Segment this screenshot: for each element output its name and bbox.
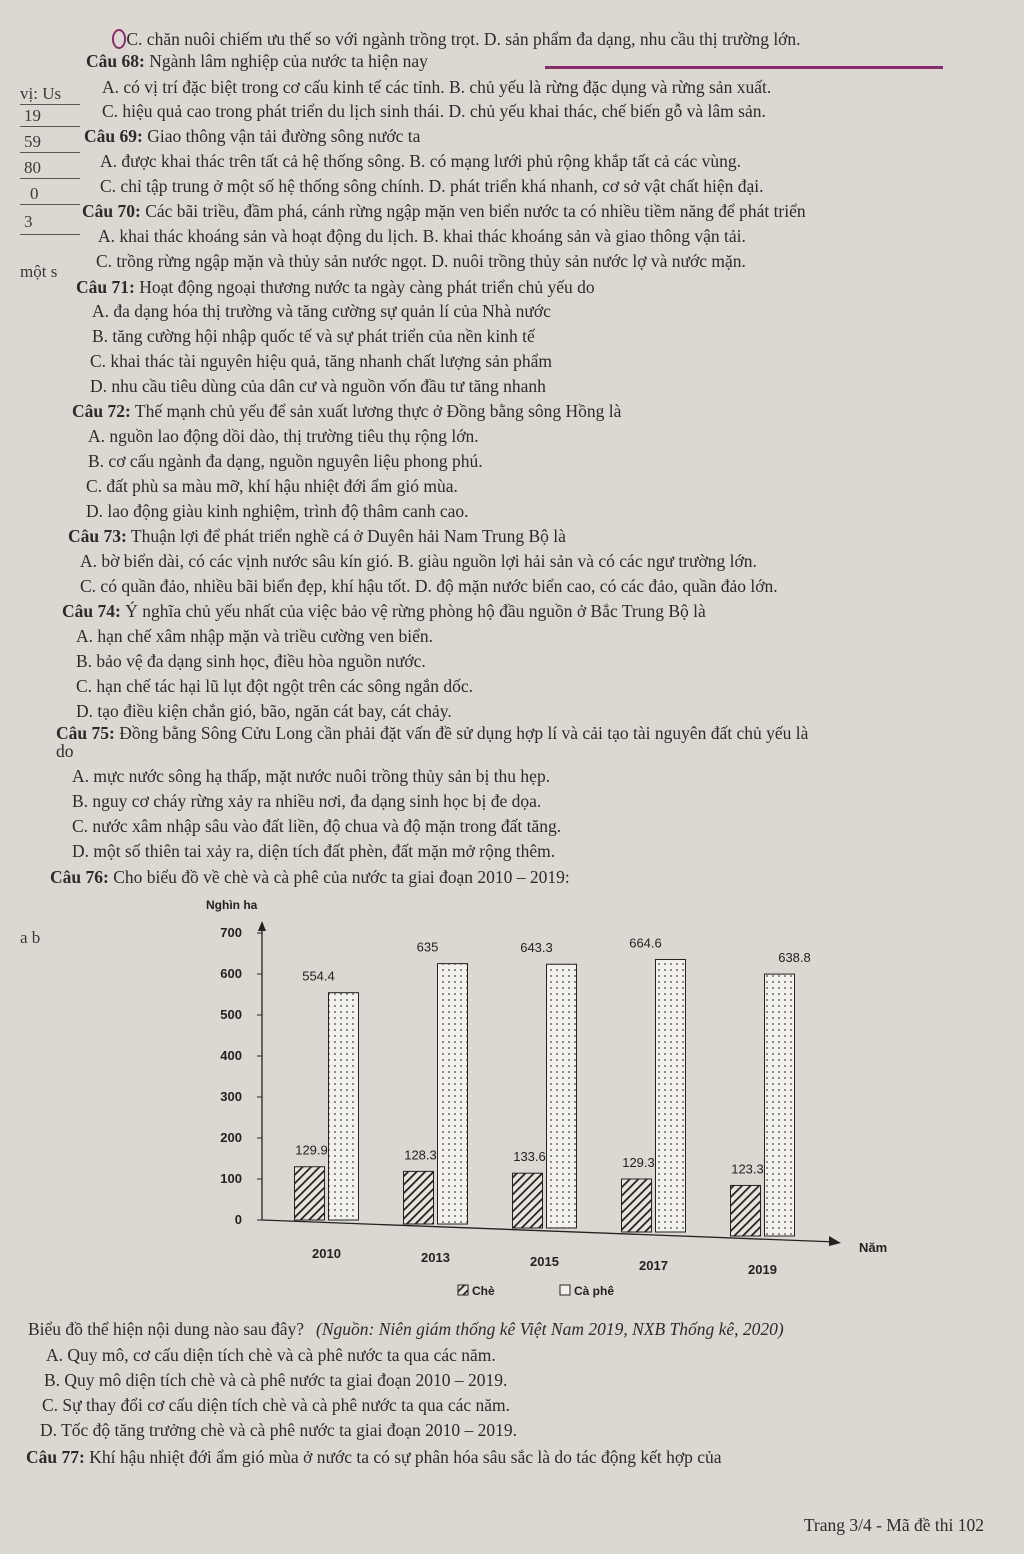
answer-line: C. chăn nuôi chiếm ưu thế so với ngành trồng trọt. D. sản phẩm đa dạng, nhu cầu thị trường lớn. [112,28,801,50]
margin-rule [20,152,80,153]
tea-coffee-area-chart [200,895,888,1315]
bar-tea [295,1167,325,1220]
question-74: Câu 74: Ý nghĩa chủ yếu nhất của việc bảo vệ rừng phòng hộ đầu nguồn ở Bắc Trung Bộ là [62,601,706,621]
option-line: A. khai thác khoáng sản và hoạt động du lịch. B. khai thác khoáng sản và giao thông vận tải. [98,226,746,246]
option-line: D. lao động giàu kinh nghiệm, trình độ thâm canh cao. [86,501,469,521]
x-tick-label: 2017 [639,1258,668,1273]
bar-tea [404,1171,434,1224]
option-line: C. có quần đảo, nhiều bãi biển đẹp, khí hậu tốt. D. độ mặn nước biển cao, có các đảo, quần đảo lớn. [80,576,778,596]
bar-coffee [656,960,686,1232]
legend-label-coffee: Cà phê [574,1284,615,1298]
data-label-coffee: 664.6 [629,935,662,951]
answer-highlight-underline [545,66,943,69]
y-tick-label: 600 [220,966,242,981]
bar-coffee [547,964,577,1228]
question-76-prompt: Biểu đồ thể hiện nội dung nào sau đây? [28,1319,305,1339]
margin-note: 3 [24,212,33,231]
question-70: Câu 70: Các bãi triều, đầm phá, cánh rừng ngập mặn ven biển nước ta có nhiều tiềm năng để phát triển [82,201,806,221]
option-line: B. nguy cơ cháy rừng xảy ra nhiều nơi, đa dạng sinh học bị đe dọa. [72,791,542,811]
question-69: Câu 69: Giao thông vận tải đường sông nước ta [84,126,421,146]
y-tick-label: 300 [220,1089,242,1104]
margin-note: 19 [24,106,41,125]
option-line: C. hạn chế tác hại lũ lụt đột ngột trên các sông ngắn dốc. [76,676,474,696]
data-label-tea: 129.3 [622,1154,655,1170]
margin-rule [20,204,80,205]
option-line: C. trồng rừng ngập mặn và thủy sản nước ngọt. D. nuôi trồng thủy sản nước lợ và nước mặn. [96,251,746,271]
option-line: C. Sự thay đổi cơ cấu diện tích chè và cà phê nước ta qua các năm. [42,1395,510,1415]
data-label-coffee: 554.4 [302,968,335,984]
option-line: D. Tốc độ tăng trưởng chè và cà phê nước ta giai đoạn 2010 – 2019. [40,1420,517,1440]
y-tick-label: 400 [220,1048,242,1063]
x-tick-label: 2010 [312,1246,341,1261]
margin-note: một s [20,262,58,281]
option-line: A. có vị trí đặc biệt trong cơ cấu kinh tế các tỉnh. B. chủ yếu là rừng đặc dụng và rừng sản xuất. [102,77,772,97]
x-axis-arrow [829,1236,841,1246]
option-line: C. nước xâm nhập sâu vào đất liền, độ chua và độ mặn trong đất tăng. [72,816,562,836]
margin-note: a b [20,928,41,947]
option-line: C. đất phù sa màu mỡ, khí hậu nhiệt đới ẩm gió mùa. [86,476,458,496]
question-73: Câu 73: Thuận lợi để phát triển nghề cá ở Duyên hải Nam Trung Bộ là [68,526,566,546]
question-75-cont: do [56,741,74,761]
margin-rule [20,178,80,179]
y-tick-label: 0 [234,1212,242,1227]
data-label-tea: 123.3 [731,1161,764,1177]
question-72: Câu 72: Thế mạnh chủ yếu để sản xuất lương thực ở Đồng bằng sông Hồng là [72,401,622,421]
option-line: A. bờ biển dài, có các vịnh nước sâu kín gió. B. giàu nguồn lợi hải sản và có các ngư trường lớn. [80,551,757,571]
y-axis-label: Nghìn ha [206,898,258,912]
y-tick-label: 500 [220,1007,242,1022]
margin-rule [20,104,80,105]
option-line: B. bảo vệ đa dạng sinh học, điều hòa nguồn nước. [76,651,426,671]
page-footer: Trang 3/4 - Mã đề thi 102 [803,1515,984,1535]
data-label-tea: 128.3 [404,1147,437,1163]
y-tick-label: 700 [220,925,242,940]
x-tick-label: 2019 [748,1262,777,1277]
y-axis-arrow [258,921,266,931]
option-line: A. Quy mô, cơ cấu diện tích chè và cà phê nước ta qua các năm. [46,1345,496,1365]
y-tick-label: 200 [220,1130,242,1145]
data-label-coffee: 635 [416,939,439,955]
option-line: C. chỉ tập trung ở một số hệ thống sông chính. D. phát triển khá nhanh, cơ sở vật chất hiện đại. [100,176,764,196]
option-line: A. được khai thác trên tất cả hệ thống sông. B. có mạng lưới phủ rộng khắp tất cả các vùng. [100,151,742,171]
x-axis-label: Năm [859,1240,888,1255]
data-label-tea: 129.9 [295,1142,328,1158]
question-75: Câu 75: Đồng bằng Sông Cửu Long cần phải đặt vấn đề sử dụng hợp lí và cải tạo tài nguyên đất chủ yếu là [56,723,809,743]
margin-note: 0 [30,184,39,203]
question-76: Câu 76: Cho biểu đồ về chè và cà phê của nước ta giai đoạn 2010 – 2019: [50,867,570,887]
margin-note: 59 [24,132,41,151]
legend-label-tea: Chè [472,1284,495,1298]
data-label-coffee: 643.3 [520,940,553,956]
margin-note: 80 [24,158,41,177]
option-line: D. nhu cầu tiêu dùng của dân cư và nguồn vốn đầu tư tăng nhanh [90,376,546,396]
legend-swatch-coffee [560,1285,570,1295]
data-label-tea: 133.6 [513,1149,546,1165]
legend-swatch-tea [458,1285,468,1295]
bar-coffee [329,993,359,1220]
chart-source: (Nguồn: Niên giám thống kê Việt Nam 2019, NXB Thống kê, 2020) [316,1319,784,1339]
bar-tea [731,1185,761,1236]
option-line: B. cơ cấu ngành đa dạng, nguồn nguyên liệu phong phú. [88,451,483,471]
y-tick-label: 100 [220,1171,242,1186]
x-tick-label: 2013 [421,1250,450,1265]
margin-note: vị: Us [20,84,62,103]
option-line: A. nguồn lao động dồi dào, thị trường tiêu thụ rộng lớn. [88,426,479,446]
bar-tea [622,1179,652,1232]
x-tick-label: 2015 [530,1254,559,1269]
data-label-coffee: 638.8 [778,950,811,966]
option-line: A. đa dạng hóa thị trường và tăng cường sự quản lí của Nhà nước [92,301,551,321]
option-line: D. một số thiên tai xảy ra, diện tích đất phèn, đất mặn mở rộng thêm. [72,841,556,861]
option-line: C. hiệu quả cao trong phát triển du lịch sinh thái. D. chủ yếu khai thác, chế biến gỗ và lâm sản. [102,101,766,121]
bar-tea [513,1173,543,1228]
bar-coffee [765,974,795,1236]
option-line: A. hạn chế xâm nhập mặn và triều cường ven biển. [76,626,433,646]
margin-rule [20,126,80,127]
margin-rule [20,234,80,235]
circled-answer-c-mark [112,29,126,49]
option-line: A. mực nước sông hạ thấp, mặt nước nuôi trồng thủy sản bị thu hẹp. [72,766,551,786]
option-line: B. Quy mô diện tích chè và cà phê nước ta giai đoạn 2010 – 2019. [44,1370,508,1390]
option-line: C. khai thác tài nguyên hiệu quả, tăng nhanh chất lượng sản phẩm [90,351,552,371]
question-71: Câu 71: Hoạt động ngoại thương nước ta ngày càng phát triển chủ yếu do [76,277,595,297]
bar-coffee [438,964,468,1224]
question-68: Câu 68: Ngành lâm nghiệp của nước ta hiện nay [86,51,428,71]
option-line: D. tạo điều kiện chắn gió, bão, ngăn cát bay, cát chảy. [76,701,452,721]
question-77: Câu 77: Khí hậu nhiệt đới ẩm gió mùa ở nước ta có sự phân hóa sâu sắc là do tác động kết hợp của [26,1447,722,1467]
option-line: B. tăng cường hội nhập quốc tế và sự phát triển của nền kinh tế [92,326,535,346]
